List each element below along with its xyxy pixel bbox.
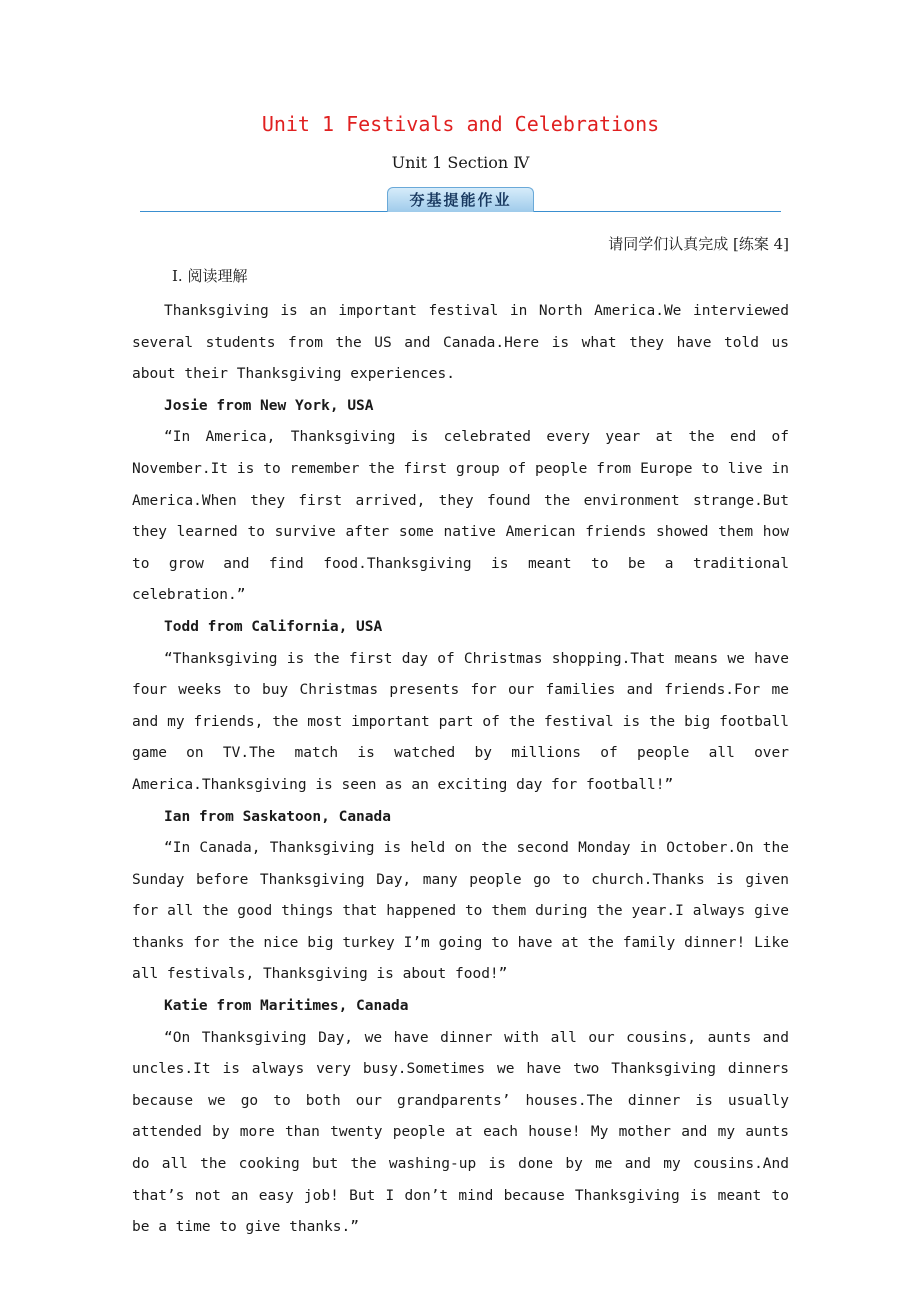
speaker-todd: Todd from California, USA <box>164 618 383 635</box>
reading-passage <box>132 296 789 1244</box>
exercise-note: 请同学们认真完成 [练案 4] <box>608 235 789 253</box>
quote-todd: “Thanksgiving is the first day of Christmas shopping.That means we have four weeks to buy Christmas presents for our families and friends.For me and my friends, the most important part of the festival is the big football game on TV.The match is watched by millions of people all over America.Thanksgiving is seen as an exciting day for football!” <box>132 650 789 793</box>
speaker-katie: Katie from Maritimes, Canada <box>164 998 409 1015</box>
quote-josie: “In America, Thanksgiving is celebrated every year at the end of November.It is to remember the first group of people from Europe to live in America.When they first arrived, they found the environment strange.But they learned to survive after some native American friends showed them how to grow and find food.Thanksgiving is meant to be a traditional celebration.” <box>132 429 789 604</box>
speaker-ian: Ian from Saskatoon, Canada <box>164 808 391 825</box>
quote-katie: “On Thanksgiving Day, we have dinner with all our cousins, aunts and uncles.It is always very busy.Sometimes we have two Thanksgiving dinners because we go to both our grandparents’ houses.The dinner is usually attended by more than twenty people at each house! My mother and my aunts do all the cooking but the washing-up is done by me and my cousins.And that’s not an easy job! But I don’t mind because Thanksgiving is meant to be a time to give thanks.” <box>132 1029 789 1236</box>
speaker-josie: Josie from New York, USA <box>164 397 374 414</box>
unit-title: Unit 1 Festivals and Celebrations <box>261 112 660 136</box>
quote-ian: “In Canada, Thanksgiving is held on the second Monday in October.On the Sunday before Thanksgiving Day, many people go to church.Thanks is given for all the good things that happened to them during the year.I always give thanks for the nice big turkey I’m going to have at the family dinner! Like all festivals, Thanksgiving is about food!” <box>132 840 789 983</box>
intro-paragraph: Thanksgiving is an important festival in North America.We interviewed several students from the US and Canada.Here is what they have told us about their Thanksgiving experiences. <box>132 303 789 383</box>
section-label-reading: Ⅰ. 阅读理解 <box>172 267 248 285</box>
section-subtitle: Unit 1 Section Ⅳ <box>391 153 530 172</box>
homework-banner: 夯基提能作业 <box>387 187 534 212</box>
